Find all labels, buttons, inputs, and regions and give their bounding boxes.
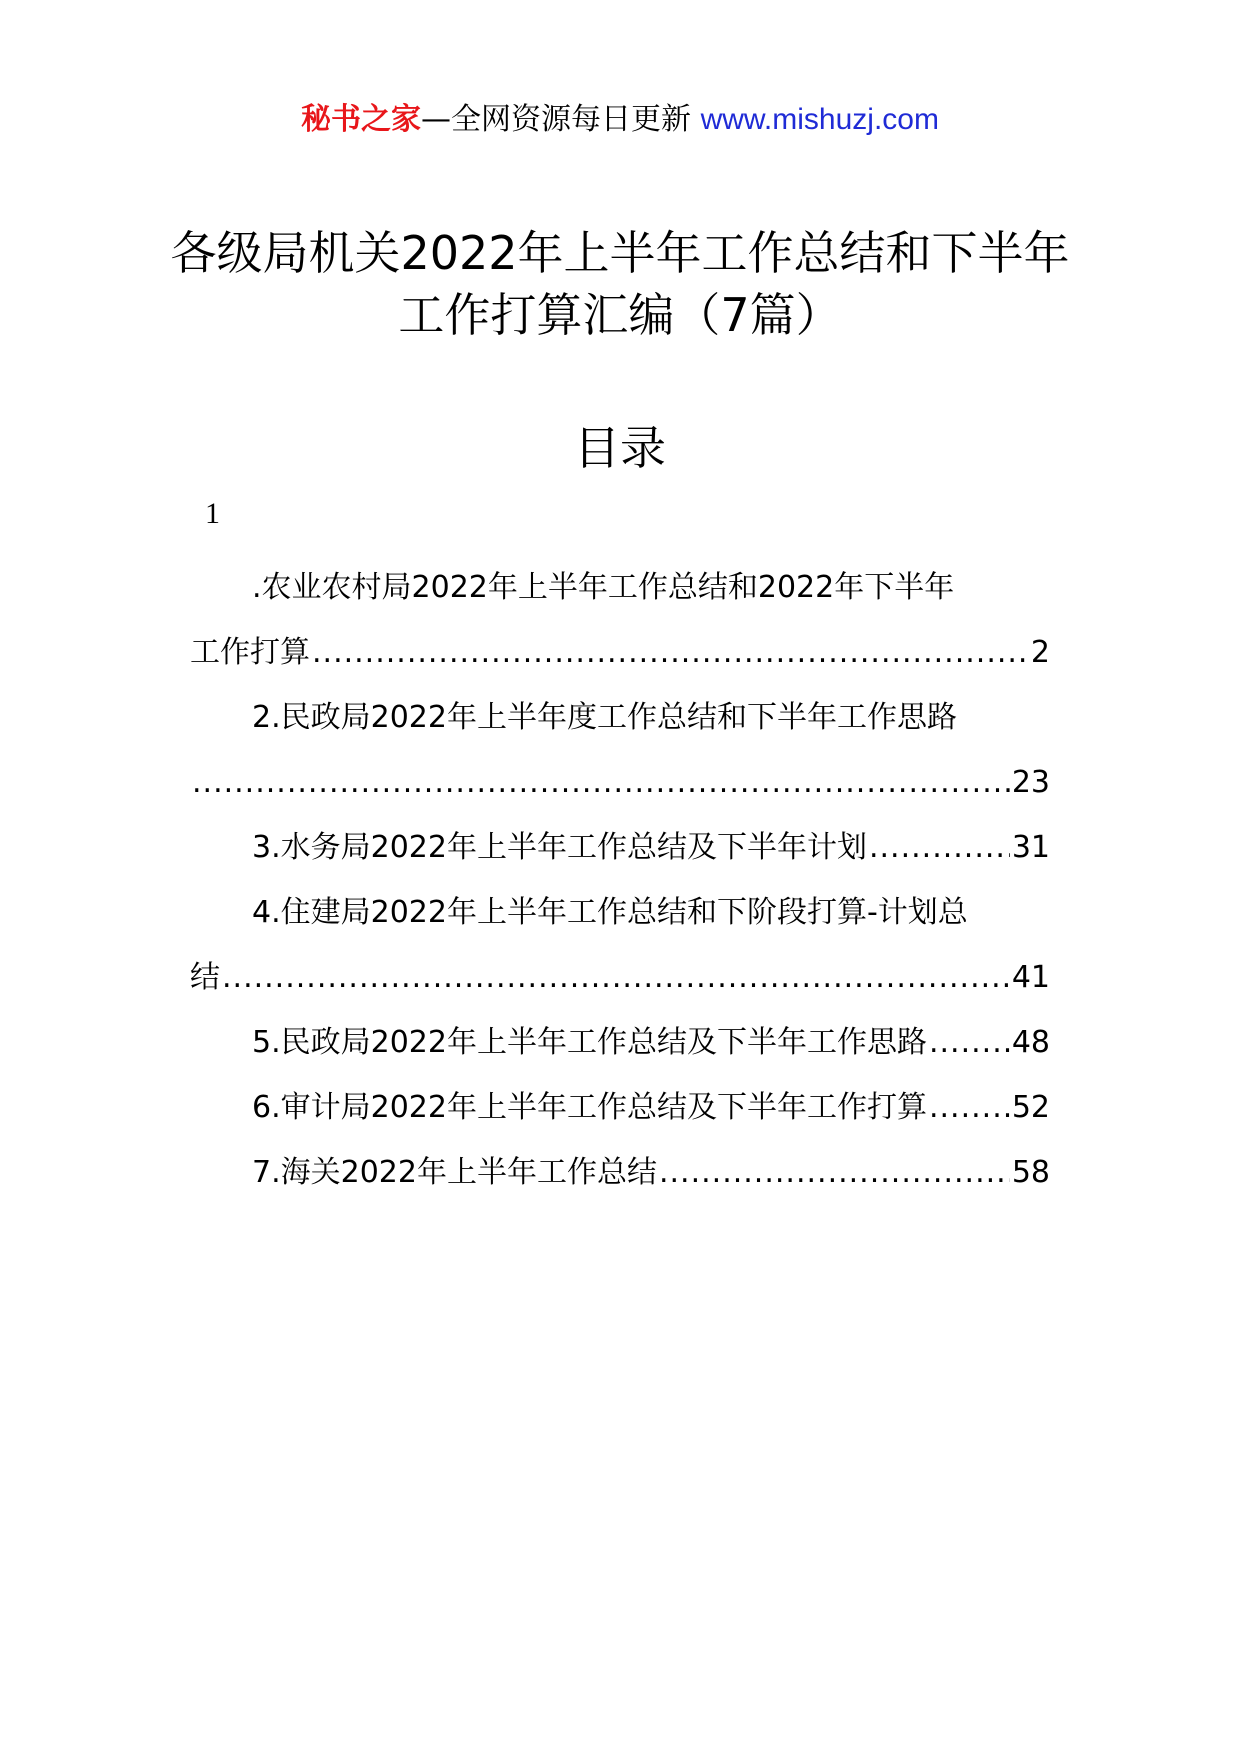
toc-page-number: 58: [1011, 1155, 1050, 1190]
toc-entry-title: 6.审计局2022年上半年工作总结及下半年工作打算: [252, 1090, 927, 1125]
toc-entry-line: [190, 880, 1050, 945]
toc-heading: 目录: [574, 421, 666, 475]
toc-entry-line: [190, 620, 1050, 685]
toc-page-number: 48: [1011, 1025, 1050, 1060]
toc-entry-line: [190, 1010, 1050, 1075]
toc-entry-line: [190, 555, 1050, 620]
toc-page-number: 52: [1011, 1090, 1050, 1125]
dot-leader: [869, 815, 1010, 880]
toc-entry-title-cont: 工作打算: [190, 635, 310, 670]
toc-entry-2[interactable]: [190, 685, 1050, 815]
dot-leader: [929, 1075, 1010, 1140]
toc-entry-title: 3.水务局2022年上半年工作总结及下半年计划: [252, 830, 867, 865]
toc-entry-title: 2.民政局2022年上半年度工作总结和下半年工作思路: [252, 700, 957, 735]
toc-entry-line: [190, 750, 1050, 815]
toc-entry-line: [190, 1140, 1050, 1205]
toc-page-number: 41: [1011, 960, 1050, 995]
toc-entry-line: [190, 685, 1050, 750]
toc-entry-line: [190, 945, 1050, 1010]
toc-stray-number: 1: [205, 497, 220, 530]
document-title: 各级局机关2022年上半年工作总结和下半年工作打算汇编（7篇）: [170, 226, 1070, 342]
site-header: [0, 100, 1240, 140]
toc-page-number: 23: [1011, 765, 1050, 800]
toc-entry-7[interactable]: [190, 1140, 1050, 1205]
site-brand: 秘书之家: [301, 102, 422, 137]
dot-leader: [222, 945, 1010, 1010]
dot-leader: [929, 1010, 1010, 1075]
toc-entry-title: .农业农村局2022年上半年工作总结和2022年下半年: [252, 570, 955, 605]
site-tagline: —全网资源每日更新: [421, 102, 701, 137]
toc-entry-1[interactable]: [190, 555, 1050, 685]
toc-entry-4[interactable]: [190, 880, 1050, 1010]
toc-list: [190, 555, 1050, 1205]
toc-page-number: 31: [1011, 830, 1050, 865]
toc-entry-title: 4.住建局2022年上半年工作总结和下阶段打算-计划总: [252, 895, 968, 930]
toc-page-number: 2: [1030, 635, 1050, 670]
toc-entry-line: [190, 1075, 1050, 1140]
toc-entry-5[interactable]: [190, 1010, 1050, 1075]
toc-entry-title: 7.海关2022年上半年工作总结: [252, 1155, 657, 1190]
toc-entry-3[interactable]: [190, 815, 1050, 880]
toc-entry-title-cont: 结: [190, 960, 220, 995]
toc-entry-6[interactable]: [190, 1075, 1050, 1140]
toc-entry-line: [190, 815, 1050, 880]
site-url-link[interactable]: www.mishuzj.com: [700, 103, 939, 136]
dot-leader: [192, 750, 1010, 815]
dot-leader: [659, 1140, 1010, 1205]
dot-leader: [312, 620, 1029, 685]
toc-entry-title: 5.民政局2022年上半年工作总结及下半年工作思路: [252, 1025, 927, 1060]
